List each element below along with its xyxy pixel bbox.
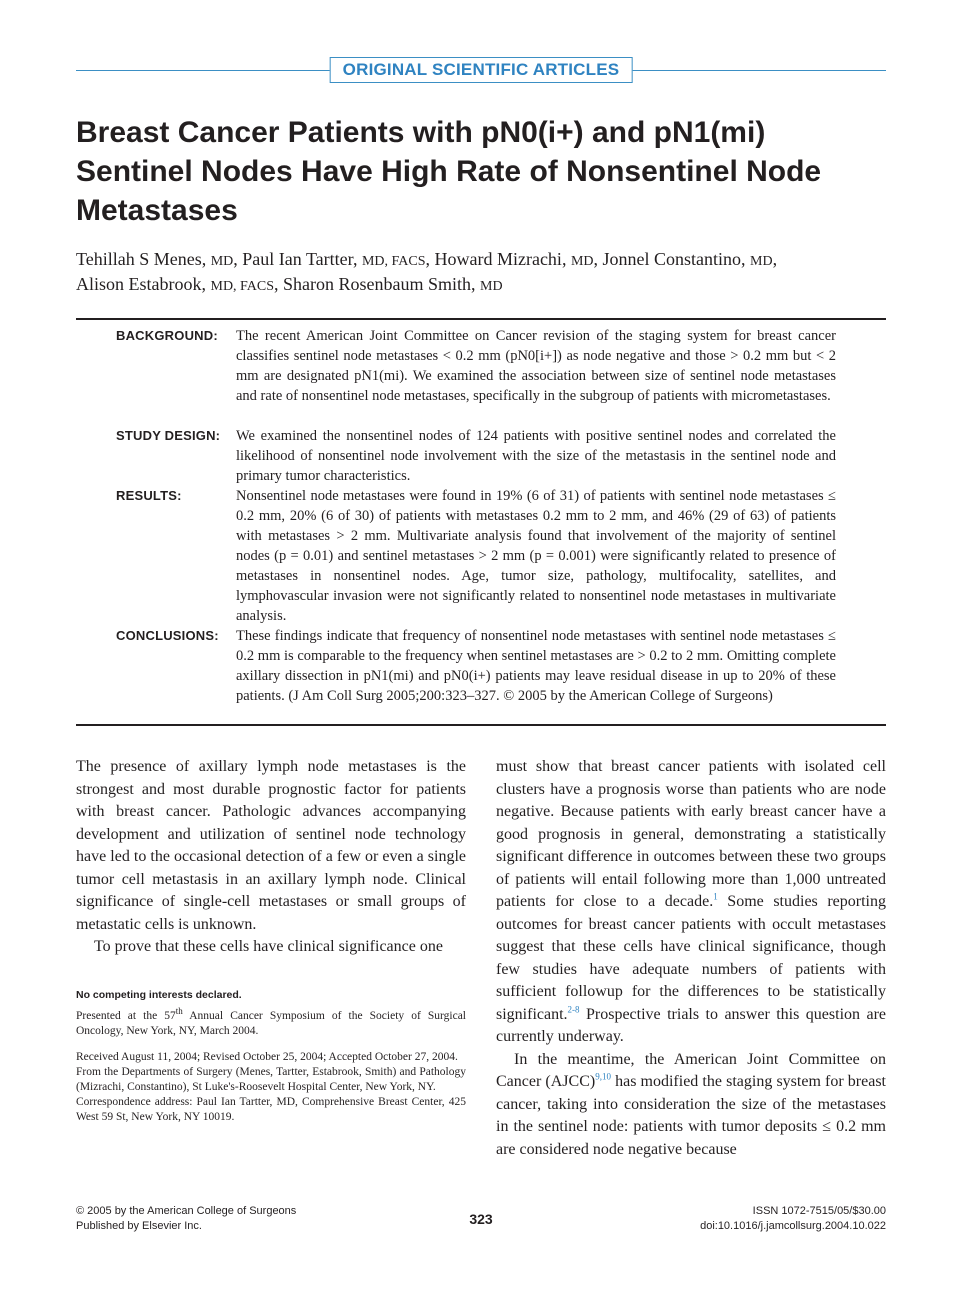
body-column-right — [496, 756, 886, 1161]
issn-text: ISSN 1072-7515/05/$30.00 — [752, 1205, 886, 1217]
footer-right — [700, 1204, 886, 1234]
body-text: has modified the staging system for breast cancer, taking into consideration the size of the metastases in the sentinel node: patients with tumor deposits ≤ 0.2 mm are considered node negative because — [496, 1073, 886, 1158]
reference-marker[interactable]: 2-8 — [567, 1004, 580, 1015]
body-text: Prospective trials to answer this question are currently underway. — [496, 1005, 886, 1045]
footnotes — [76, 988, 466, 1125]
superscript: th — [175, 1006, 183, 1017]
presented-note-text: Presented at the 57 — [76, 1010, 176, 1022]
body-text: must show that breast cancer patients with isolated cell clusters have a prognosis worse than patients who are node negative. Because patients with early breast cancer have a good prognosis in general, demonstrating a statistically significant difference in outcomes between these two groups of patients will entail following more than 1,000 untreated patients for close to a decade. — [496, 758, 886, 910]
page-number: 323 — [469, 1211, 493, 1227]
publisher-text: Published by Elsevier Inc. — [76, 1220, 202, 1232]
author-degree: MD — [210, 254, 234, 269]
author-name: Alison Estabrook — [76, 274, 202, 294]
abstract-label: CONCLUSIONS: — [116, 628, 219, 643]
author-degree: MD, FACS — [361, 254, 426, 269]
author-name: Sharon Rosenbaum Smith — [283, 274, 472, 294]
abstract-label: RESULTS: — [116, 488, 182, 503]
section-header-label: ORIGINAL SCIENTIFIC ARTICLES — [330, 57, 633, 83]
article-title: Breast Cancer Patients with pN0(i+) and pN1(mi) Sentinel Nodes Have High Rate of Nonsentinel Node Metastases — [76, 116, 822, 227]
page-footer — [76, 1198, 886, 1238]
abstract-text: Nonsentinel node metastases were found in 19% (6 of 31) of patients with sentinel node metastases ≤ 0.2 mm, 20% (6 of 30) of patients with metastases 0.2 mm to 2 mm, and 46% (29 of 63) of patients with metastases > 2 mm. Multivariate analysis found that involvement of the majority of sentinel nodes (p = 0.01) and sentinel metastases > 2 mm (p = 0.001) were significantly related to presence of metastases in nonsentinel nodes. Age, tumor size, pathology, multifocality, satellites, and lymphovascular invasion were not significantly related to nonsentinel node metastases in multivariate analysis. — [236, 488, 836, 624]
body-text: Some studies reporting outcomes for breast cancer patients with occult metastases suggest that these cells have clinical significance, though few studies have adequate numbers of patients with sufficient followup for the differences to be statistically significant. — [496, 893, 887, 1023]
abstract-text: We examined the nonsentinel nodes of 124 patients with positive sentinel nodes and correlated the likelihood of nonsentinel node involvement with the size of the metastasis in the sentinel node and primary tumor characteristics. — [236, 428, 836, 484]
author-degree: MD — [570, 254, 594, 269]
received-note: Received August 11, 2004; Revised October 25, 2004; Accepted October 27, 2004. — [76, 1051, 458, 1063]
author-name: Jonnel Constantino — [602, 249, 741, 269]
affiliation-note: From the Departments of Surgery (Menes, Tartter, Estabrook, Smith) and Pathology (Mizrachi, Constantino), St Luke's-Roosevelt Hospital Center, New York, NY. — [76, 1066, 466, 1093]
author-degree: MD — [480, 279, 503, 294]
body-paragraph — [496, 756, 886, 1049]
section-header — [76, 56, 886, 84]
correspondence-note: Correspondence address: Paul Ian Tartter, MD, Comprehensive Breast Center, 425 West 59 St, New York, NY 10019. — [76, 1096, 466, 1123]
body-text: In the meantime, the American Joint Committee on Cancer (AJCC) — [496, 1050, 886, 1090]
abstract-box — [76, 318, 886, 726]
author-name: Howard Mizrachi — [434, 249, 562, 269]
author-name: Paul Ian Tartter — [242, 249, 353, 269]
author-degree: MD, FACS — [210, 279, 275, 294]
body-paragraph: The presence of axillary lymph node metastases is the strongest and most durable prognostic factor for patients with breast cancer. Pathologic advances accompanying development and utilization of sentinel node technology have led to the occasional detection of a few or even a single tumor cell metastasis in an axillary lymph node. Clinical significance of single-cell metastases or small groups of metastatic cells is unknown. — [76, 758, 466, 933]
reference-marker[interactable]: 1 — [713, 891, 718, 902]
abstract-text: These findings indicate that frequency of nonsentinel node metastases with sentinel node metastases ≤ 0.2 mm is comparable to the frequency when sentinel metastases are > 0.2 to 2 mm. Omitting complete axillary dissection in pN1(mi) and pN0(i+) patients may leave residual disease in up to 20% of these patients. (J Am Coll Surg 2005;200:323–327. © 2005 by the American College of Surgeons) — [236, 628, 836, 704]
copyright-text: © 2005 by the American College of Surgeons — [76, 1205, 297, 1217]
presented-note — [76, 1006, 466, 1039]
author-name: Tehillah S Menes — [76, 249, 202, 269]
body-paragraph — [496, 1049, 886, 1162]
doi-text[interactable]: doi:10.1016/j.jamcollsurg.2004.10.022 — [700, 1220, 886, 1232]
body-paragraph: To prove that these cells have clinical significance one — [94, 938, 443, 955]
presented-note-text: Annual Cancer Symposium of the Society of Surgical Oncology, New York, NY, March 2004. — [76, 1010, 466, 1037]
competing-interests-note: No competing interests declared. — [76, 989, 242, 1001]
body-column-left — [76, 756, 466, 959]
reference-marker[interactable]: 9,10 — [595, 1071, 611, 1082]
abstract-text: The recent American Joint Committee on Cancer revision of the staging system for breast cancer classifies sentinel node metastases < 0.2 mm (pN0[i+]) as node negative and those > 0.2 mm but < 2 mm are designated pN1(mi). We examined the association between size of sentinel node metastases and rate of nonsentinel node metastases, specifically in the subgroup of patients with micrometastases. — [236, 328, 836, 404]
abstract-label: STUDY DESIGN: — [116, 428, 221, 443]
abstract-label: BACKGROUND: — [116, 328, 218, 343]
author-list: Tehillah S Menes, MD, Paul Ian Tartter, MD, FACS, Howard Mizrachi, MD, Jonnel Constantino, MD, Alison Estabrook, MD, FACS, Sharon Rosenbaum Smith, MD — [76, 249, 778, 294]
author-degree: MD — [750, 254, 773, 269]
